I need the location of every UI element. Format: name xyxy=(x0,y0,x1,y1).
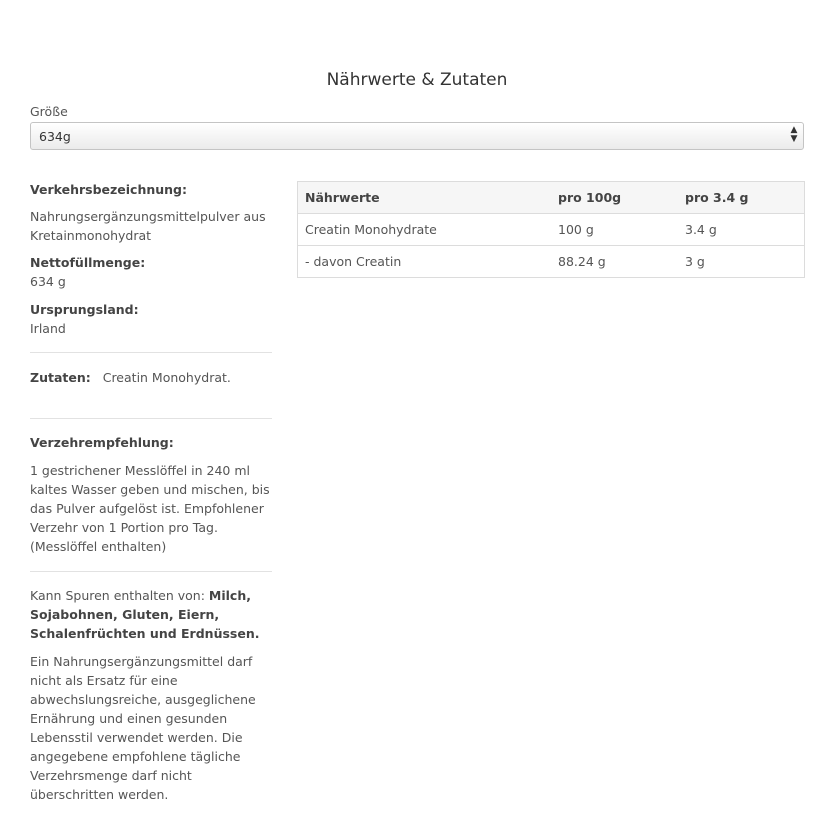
designation-label: Verkehrsbezeichnung: xyxy=(30,182,188,197)
divider xyxy=(30,571,272,572)
page-title: Nährwerte & Zutaten xyxy=(326,70,508,90)
size-select[interactable] xyxy=(30,122,804,150)
table-header: pro 100g xyxy=(551,182,678,214)
nutrition-table xyxy=(297,181,805,278)
traces-note xyxy=(30,586,272,643)
table-header: Nährwerte xyxy=(298,182,552,214)
disclaimer: Ein Nahrungsergänzungsmittel darf nicht als Ersatz für eine abwechslungsreiche, ausgeglichene Ernährung und einen gesunden Lebensstil verwendet werden. Die angegebene empfohlene tägliche Verzehrsmenge darf nicht überschritten werden. xyxy=(30,654,256,802)
net-weight-value: 634 g xyxy=(30,274,66,289)
traces-prefix: Kann Spuren enthalten von: xyxy=(30,588,209,603)
divider xyxy=(30,418,272,419)
table-cell: 88.24 g xyxy=(551,246,678,278)
size-label: Größe xyxy=(30,104,68,119)
table-cell: 3.4 g xyxy=(678,214,805,246)
table-cell: - davon Creatin xyxy=(298,246,552,278)
table-header: pro 3.4 g xyxy=(678,182,805,214)
recommendation-value: 1 gestrichener Messlöffel in 240 ml kaltes Wasser geben und mischen, bis das Pulver aufgelöst ist. Empfohlener Verzehr von 1 Portion pro Tag. (Messlöffel enthalten) xyxy=(30,463,270,554)
recommendation-label: Verzehrempfehlung: xyxy=(30,435,174,450)
table-row xyxy=(298,214,805,246)
table-cell: 3 g xyxy=(678,246,805,278)
ingredients-value: Creatin Monohydrat. xyxy=(102,370,231,385)
origin-value: Irland xyxy=(30,321,66,336)
ingredients xyxy=(30,368,272,387)
divider xyxy=(30,352,272,353)
product-details xyxy=(30,180,272,804)
net-weight-label: Nettofüllmenge: xyxy=(30,255,146,270)
traces-allergens: Milch, Sojabohnen, Gluten, Eiern, Schalenfrüchten und Erdnüssen. xyxy=(30,588,260,641)
table-cell: Creatin Monohydrate xyxy=(298,214,552,246)
table-cell: 100 g xyxy=(551,214,678,246)
size-select-value: 634g xyxy=(39,129,71,144)
designation-value: Nahrungsergänzungsmittelpulver aus Kretainmonohydrat xyxy=(30,209,266,243)
table-header-row xyxy=(298,182,805,214)
origin-label: Ursprungsland: xyxy=(30,302,139,317)
select-arrows-icon: ▲ ▼ xyxy=(790,125,798,144)
table-row xyxy=(298,246,805,278)
ingredients-label: Zutaten: xyxy=(30,370,91,385)
